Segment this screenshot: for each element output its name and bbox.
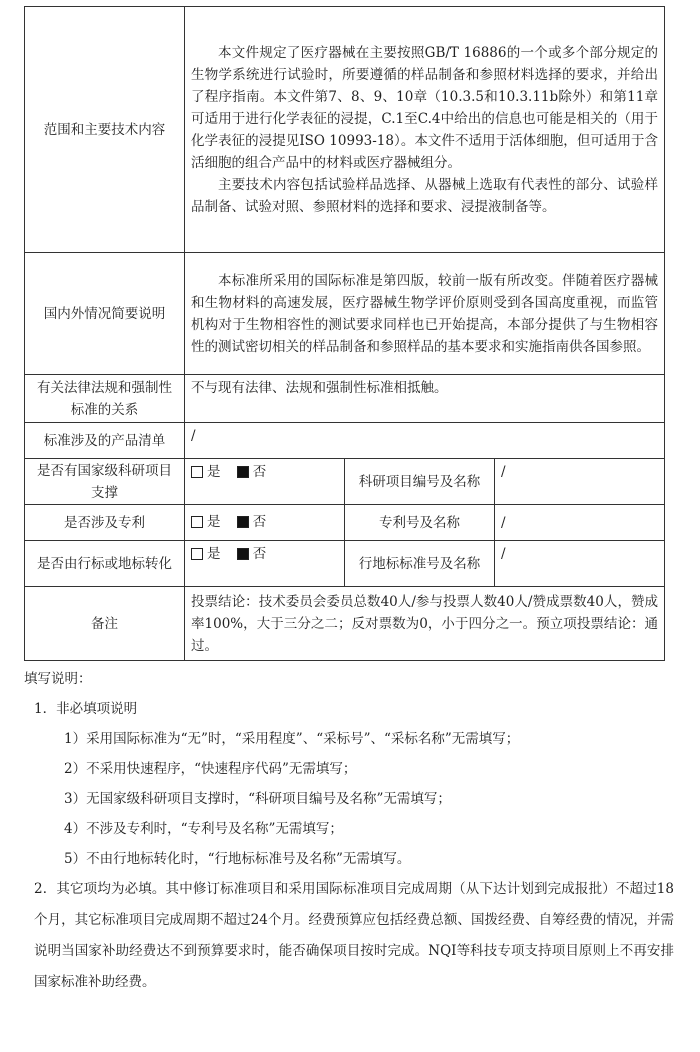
convert-value: / [495, 541, 665, 587]
label-products: 标准涉及的产品清单 [25, 423, 185, 459]
intl-content [185, 253, 665, 375]
convert-no-option[interactable] [237, 543, 267, 565]
row-intl [25, 253, 665, 375]
scope-paragraph-2: 主要技术内容包括试验样品选择、从器械上选取有代表性的部分、试验样品制备、试验对照、参照材料的选择和要求、浸提液制备等。 [191, 176, 659, 215]
fill-instructions [24, 664, 674, 998]
research-no-option[interactable] [237, 461, 267, 483]
law-text: 不与现有法律、法规和强制性标准相抵触。 [191, 380, 448, 396]
research-yes-label: 是 [207, 464, 221, 480]
row-remarks [25, 587, 665, 661]
convert-yes-option[interactable] [191, 543, 221, 565]
patent-value: / [495, 505, 665, 541]
convert-sublabel: 行地标标准号及名称 [345, 541, 495, 587]
checkbox-empty-icon[interactable] [191, 548, 203, 560]
convert-yes-label: 是 [207, 546, 221, 562]
research-no-label: 否 [252, 464, 267, 480]
patent-no-option[interactable] [237, 511, 267, 533]
label-research: 是否有国家级科研项目支撑 [25, 459, 185, 505]
label-patent: 是否涉及专利 [25, 505, 185, 541]
research-value: / [495, 459, 665, 505]
patent-options [185, 505, 345, 541]
convert-no-label: 否 [252, 546, 267, 562]
remarks-text: 投票结论：技术委员会委员总数40人/参与投票人数40人/赞成票数40人，赞成率100%，大于三分之二；反对票数为0，小于四分之一。预立项投票结论：通过。 [191, 593, 659, 654]
remarks-content [185, 587, 665, 661]
scope-paragraph-1: 本文件规定了医疗器械在主要按照GB/T 16886的一个或多个部分规定的生物学系统进行试验时，所要遵循的样品制备和参照材料选择的要求，并给出了程序指南。本文件第7、8、9、10章（10.3.5和10.3.11b除外）和第11章可适用于进行化学表征的浸提，C.1至C.4中给出的信息也可能是相关的（用于化学表征的浸提见ISO 10993-18）。本文件不适用于活体细胞，但可适用于含活细胞的组合产品中的材料或医疗器械组分。 [191, 44, 659, 171]
notes-item: 1）采用国际标准为“无”时，“采用程度”、“采标号”、“采标名称”无需填写； [64, 731, 520, 747]
products-value: / [185, 423, 665, 459]
patent-sublabel: 专利号及名称 [345, 505, 495, 541]
scope-content [185, 7, 665, 253]
research-yes-option[interactable] [191, 461, 221, 483]
notes-item: 4）不涉及专利时，“专利号及名称”无需填写； [64, 821, 343, 837]
row-research [25, 459, 665, 505]
label-remarks: 备注 [25, 587, 185, 661]
law-content [185, 375, 665, 423]
patent-yes-option[interactable] [191, 511, 221, 533]
convert-options [185, 541, 345, 587]
notes-item: 2）不采用快速程序，“快速程序代码”无需填写； [64, 761, 357, 777]
label-convert: 是否由行标或地标转化 [25, 541, 185, 587]
notes-section-1-title: 1．非必填项说明 [34, 701, 138, 717]
checkbox-filled-icon[interactable] [237, 516, 249, 528]
intl-paragraph: 本标准所采用的国际标准是第四版，较前一版有所改变。伴随着医疗器械和生物材料的高速发展，医疗器械生物学评价原则受到各国高度重视，而监管机构对于生物相容性的测试要求同样也已开始提高，本部分提供了与生物相容性的测试密切相关的样品制备和参照样品的基本要求和实施指南供各国参照。 [191, 272, 659, 355]
label-law: 有关法律法规和强制性标准的关系 [25, 375, 185, 423]
patent-no-label: 否 [252, 513, 267, 530]
label-scope: 范围和主要技术内容 [25, 7, 185, 253]
row-law [25, 375, 665, 423]
row-scope [25, 7, 665, 253]
checkbox-filled-icon[interactable] [237, 466, 249, 478]
checkbox-filled-icon[interactable] [237, 548, 249, 560]
checkbox-empty-icon[interactable] [191, 466, 203, 478]
checkbox-empty-icon[interactable] [191, 516, 203, 528]
notes-title: 填写说明： [24, 671, 92, 687]
notes-item: 5）不由行地标转化时，“行地标标准号及名称”无需填写。 [64, 851, 411, 867]
research-sublabel: 科研项目编号及名称 [345, 459, 495, 505]
research-options [185, 459, 345, 505]
row-patent [25, 505, 665, 541]
label-intl: 国内外情况简要说明 [25, 253, 185, 375]
notes-section-2: 2．其它项均为必填。其中修订标准项目和采用国际标准项目完成周期（从下达计划到完成报批）不超过18个月，其它标准项目完成周期不超过24个月。经费预算应包括经费总额、国拨经费、自筹经费的情况，并需说明当国家补助经费达不到预算要求时，能否确保项目按时完成。NQI等科技专项支持项目原则上不再安排国家标准补助经费。 [34, 881, 674, 990]
patent-yes-label: 是 [207, 513, 221, 530]
row-convert [25, 541, 665, 587]
notes-item: 3）无国家级科研项目支撑时，“科研项目编号及名称”无需填写； [64, 791, 451, 807]
project-info-table [24, 6, 665, 661]
row-products [25, 423, 665, 459]
